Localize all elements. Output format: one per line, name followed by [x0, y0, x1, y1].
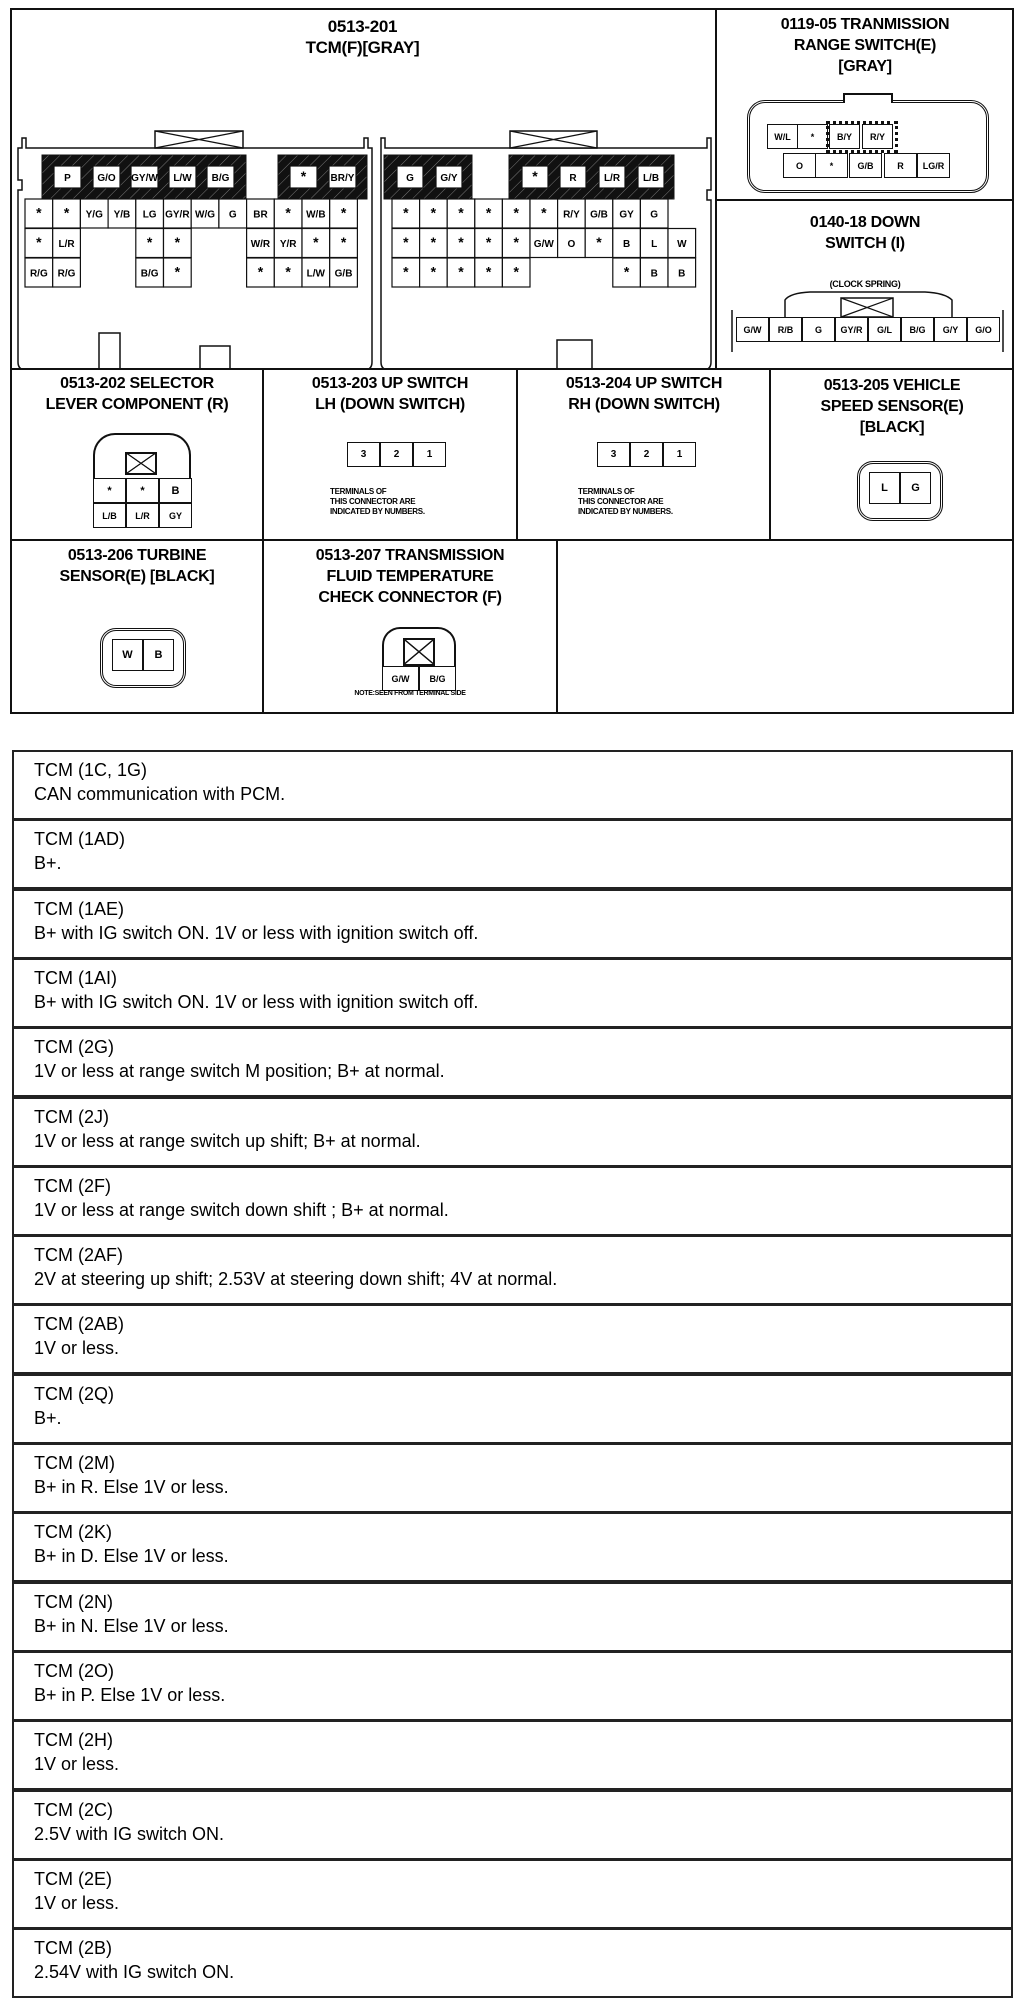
- terminal-description: CAN communication with PCM.: [34, 784, 286, 804]
- tcm-pin: P: [64, 173, 71, 184]
- terminal-label: TCM (1AE): [34, 898, 124, 919]
- terminal-pin: GY: [159, 503, 192, 528]
- tcm-pin: *: [541, 204, 547, 221]
- terminal-pin: L/R: [126, 503, 159, 528]
- tcm-pin: B: [650, 268, 658, 280]
- tcm-pin: L/W: [306, 268, 326, 280]
- terminal-description: 2.5V with IG switch ON.: [34, 1823, 225, 1844]
- terminal-pin: G/W: [382, 666, 419, 691]
- title-line: RH (DOWN SWITCH): [568, 396, 720, 413]
- terminal-label: TCM (2AF): [34, 1245, 123, 1266]
- terminal-pin: L/B: [93, 503, 126, 528]
- terminal-note: [330, 487, 425, 517]
- tcm-pin: L: [651, 239, 658, 250]
- tcm-pin: GY/W: [131, 173, 158, 184]
- tcm-pin: *: [430, 263, 437, 280]
- title-line: LEVER COMPONENT (R): [45, 396, 229, 413]
- tcm-pin: Y/B: [113, 209, 131, 221]
- tcm-pin: *: [403, 263, 409, 280]
- title-line: 0140-18 DOWN: [809, 214, 921, 231]
- title-line: SPEED SENSOR(E): [820, 398, 964, 415]
- tcm-pin: *: [485, 204, 492, 221]
- title-line: FLUID TEMPERATURE: [326, 568, 494, 585]
- terminal-pin: 1: [663, 442, 696, 467]
- tcm-connector-drawing: [0, 0, 716, 368]
- tcm-pin: *: [513, 263, 519, 280]
- terminal-label: TCM (2E): [34, 1868, 112, 1889]
- terminal-description: B+ in N. Else 1V or less.: [34, 1615, 229, 1636]
- tcm-title-line2: TCM(F)[GRAY]: [305, 38, 420, 57]
- terminal-pin: B/Y: [829, 124, 860, 149]
- tcm-pin: BR/Y: [330, 173, 355, 184]
- tcm-pin: *: [174, 234, 181, 250]
- clock-spring-label: (CLOCK SPRING): [829, 279, 901, 289]
- table-row: [12, 1097, 1013, 1167]
- note-line: INDICATED BY NUMBERS.: [578, 507, 673, 516]
- terminal-pin: G: [900, 472, 931, 504]
- title-line: 0513-207 TRANSMISSION: [315, 547, 505, 564]
- terminal-label: TCM (2J): [34, 1106, 109, 1127]
- title-line: 0513-205 VEHICLE: [823, 377, 961, 394]
- note-line: THIS CONNECTOR ARE: [578, 497, 664, 506]
- title-line: SWITCH (I): [825, 235, 905, 252]
- terminal-description: 1V or less.: [34, 1892, 120, 1913]
- title-line: RANGE SWITCH(E): [793, 37, 937, 54]
- terminal-pin: B/G: [901, 317, 934, 342]
- lock-icon-box: [403, 638, 435, 666]
- tcm-pin: *: [285, 204, 291, 221]
- divider: [10, 368, 1014, 370]
- tcm-pin: *: [403, 234, 409, 250]
- terminal-description: 1V or less.: [34, 1338, 120, 1359]
- terminal-description: B+.: [34, 853, 62, 874]
- lock-icon-box: [125, 452, 157, 475]
- terminal-pin: 2: [380, 442, 413, 467]
- tcm-pin: *: [340, 234, 347, 250]
- tcm-pin: G/B: [590, 209, 608, 221]
- up-switch-rh-title: [518, 373, 770, 415]
- tcm-pin: W/G: [195, 209, 216, 221]
- tcm-pin: L/R: [603, 173, 621, 184]
- terminal-pin: 3: [597, 442, 630, 467]
- tcm-pin: L/W: [173, 173, 192, 184]
- tcm-pin: G: [406, 173, 414, 184]
- terminal-label: TCM (1AI): [34, 967, 117, 988]
- title-line: 0513-202 SELECTOR: [60, 375, 214, 392]
- tcm-pin: L/B: [642, 173, 660, 184]
- terminal-label: TCM (2O): [34, 1660, 114, 1681]
- divider: [556, 539, 558, 714]
- terminal-label: TCM (2G): [34, 1037, 114, 1058]
- tcm-pin: B: [622, 239, 631, 250]
- tcm-pin: *: [458, 204, 464, 221]
- tcm-pin: G/W: [533, 239, 554, 250]
- tcm-pin: B: [678, 268, 686, 280]
- terminal-description: B+ in D. Else 1V or less.: [34, 1546, 229, 1567]
- table-row: [12, 1651, 1013, 1721]
- table-row: [12, 819, 1013, 889]
- tcm-pin: *: [403, 204, 409, 221]
- tcm-pin: Y/R: [279, 239, 297, 250]
- note-line: TERMINALS OF: [330, 487, 387, 496]
- terminal-pin: W: [112, 639, 143, 671]
- tcm-pin: *: [63, 204, 70, 221]
- terminal-pin: 3: [347, 442, 380, 467]
- terminal-pin: R/B: [769, 317, 802, 342]
- terminal-label: TCM (1AD): [34, 829, 125, 850]
- terminal-pin: B: [143, 639, 174, 671]
- table-row: [12, 1512, 1013, 1582]
- tcm-pin: G/Y: [440, 173, 458, 184]
- tcm-pin: *: [513, 234, 519, 250]
- tcm-pin: G/O: [97, 173, 116, 184]
- title-line: [GRAY]: [838, 58, 892, 75]
- terminal-label: TCM (2M): [34, 1453, 115, 1473]
- table-row: [12, 1928, 1013, 1998]
- note-line: INDICATED BY NUMBERS.: [330, 507, 425, 516]
- title-line: 0119-05 TRANMISSION: [780, 16, 950, 33]
- terminal-pin: W/L: [767, 124, 798, 149]
- table-row: [12, 1582, 1013, 1652]
- terminal-label: TCM (2H): [34, 1730, 113, 1751]
- tcm-pin: R/G: [29, 268, 48, 280]
- tcm-pin: R/Y: [563, 209, 580, 221]
- range-switch-latch: [843, 93, 893, 103]
- tcm-pin: *: [623, 263, 630, 280]
- vss-title: [771, 375, 1013, 438]
- tcm-pin: G: [228, 209, 237, 221]
- tcm-pin: *: [146, 234, 153, 250]
- terminal-pin: *: [815, 153, 848, 178]
- tcm-pin: G/B: [334, 268, 353, 280]
- table-row: [12, 889, 1013, 959]
- tcm-pin: *: [257, 263, 264, 280]
- terminal-description: 1V or less at range switch M position; B+ at normal.: [34, 1061, 445, 1082]
- table-row: [12, 1027, 1013, 1097]
- up-switch-lh-title: [264, 373, 516, 415]
- note-line: THIS CONNECTOR ARE: [330, 497, 416, 506]
- terminal-description: 1V or less at range switch up shift; B+ at normal.: [34, 1130, 421, 1151]
- terminal-description: 1V or less at range switch down shift ; B+ at normal.: [34, 1199, 449, 1220]
- terminal-description: B+ in R. Else 1V or less.: [34, 1477, 229, 1497]
- terminal-pin: R/Y: [862, 124, 893, 149]
- tcm-pin: B/G: [140, 268, 159, 280]
- divider: [716, 199, 1013, 201]
- tcm-pin: *: [485, 263, 492, 280]
- tcm-pin: *: [430, 204, 437, 221]
- table-row: [12, 1859, 1013, 1929]
- table-row: [12, 1304, 1013, 1374]
- table-row: [12, 958, 1013, 1028]
- tcm-pin: *: [340, 204, 347, 221]
- range-switch-title: [717, 14, 1013, 77]
- turbine-title: [12, 545, 262, 587]
- terminal-label: TCM (1C, 1G): [34, 760, 148, 780]
- terminal-label: TCM (2K): [34, 1522, 112, 1543]
- table-row: [12, 1443, 1013, 1513]
- title-line: CHECK CONNECTOR (F): [318, 589, 502, 606]
- title-line: SENSOR(E) [BLACK]: [59, 568, 215, 585]
- terminal-pin: G/W: [736, 317, 769, 342]
- tcm-pin: W: [677, 239, 687, 250]
- terminal-note: [578, 487, 673, 517]
- tcm-pin: LG: [142, 209, 157, 221]
- highlight-outline: [826, 121, 898, 153]
- tcm-pin: *: [174, 263, 181, 280]
- table-row: [12, 1790, 1013, 1860]
- terminal-description: 2V at steering up shift; 2.53V at steering down shift; 4V at normal.: [34, 1269, 558, 1290]
- terminal-pin: GY/R: [835, 317, 868, 342]
- table-row: [12, 1166, 1013, 1236]
- tcm-pin: *: [513, 204, 519, 221]
- terminal-pin: G/L: [868, 317, 901, 342]
- title-line: LH (DOWN SWITCH): [315, 396, 465, 413]
- down-switch-title: [717, 212, 1013, 254]
- table-row: [12, 1235, 1013, 1305]
- tcm-pin: *: [485, 234, 492, 250]
- tcm-pin: GY/R: [165, 209, 190, 221]
- terminal-pin: *: [93, 478, 126, 503]
- terminal-description: B+ with IG switch ON. 1V or less with ignition switch off.: [34, 922, 479, 943]
- terminal-pin: O: [783, 153, 816, 178]
- terminal-label: TCM (2N): [34, 1591, 113, 1612]
- terminal-description: B+ with IG switch ON. 1V or less with ignition switch off.: [34, 991, 479, 1012]
- terminal-pin: 1: [413, 442, 446, 467]
- tcm-pin: *: [285, 263, 291, 280]
- table-row: [12, 1374, 1013, 1444]
- terminal-description: B+ in P. Else 1V or less.: [34, 1684, 226, 1705]
- tcm-pin: B/G: [211, 173, 230, 184]
- terminal-label: TCM (2C): [34, 1799, 113, 1820]
- terminal-label: TCM (2F): [34, 1175, 111, 1196]
- fluid-temp-title: [264, 545, 556, 608]
- tcm-pin: *: [36, 204, 42, 221]
- title-line: 0513-203 UP SWITCH: [311, 375, 469, 392]
- terminal-pin: 2: [630, 442, 663, 467]
- tcm-pin: R/G: [57, 268, 76, 280]
- tcm-pin: Y/G: [85, 209, 103, 221]
- tcm-pin: L/R: [58, 239, 75, 250]
- fluid-note: NOTE:SEEN FROM TERMINAL SIDE: [354, 690, 466, 697]
- tcm-pin: *: [313, 234, 319, 250]
- tcm-pin: *: [430, 234, 437, 250]
- terminal-description: 1V or less.: [34, 1754, 120, 1775]
- tcm-pin: W/B: [306, 209, 326, 221]
- terminal-pin: G/B: [849, 153, 882, 178]
- title-line: 0513-204 UP SWITCH: [565, 375, 723, 392]
- tcm-pin: *: [596, 234, 602, 250]
- terminal-pin: B/G: [419, 666, 456, 691]
- tcm-pin: *: [300, 168, 307, 184]
- divider: [262, 368, 264, 714]
- terminal-description: 2.54V with IG switch ON.: [34, 1962, 235, 1983]
- tcm-title-line1: 0513-201: [327, 17, 398, 36]
- note-line: TERMINALS OF: [578, 487, 635, 496]
- terminal-pin: L: [869, 472, 900, 504]
- table-row: [12, 1720, 1013, 1790]
- tcm-pin: *: [458, 263, 464, 280]
- terminal-pin: B: [159, 478, 192, 503]
- terminal-description: B+.: [34, 1407, 62, 1428]
- tcm-pin: R: [569, 173, 577, 184]
- tcm-pin: *: [458, 234, 464, 250]
- terminal-pin: *: [126, 478, 159, 503]
- table-row: [12, 750, 1013, 820]
- terminal-label: TCM (2Q): [34, 1383, 114, 1404]
- tcm-pin: BR: [253, 209, 268, 221]
- divider: [10, 539, 1014, 541]
- terminal-pin: *: [797, 124, 828, 149]
- tcm-pin: *: [532, 168, 538, 184]
- terminal-pin: G/Y: [934, 317, 967, 342]
- tcm-pin: W/R: [250, 239, 271, 250]
- terminal-pin: G/O: [967, 317, 1000, 342]
- terminal-pin: G: [802, 317, 835, 342]
- terminal-label: TCM (2AB): [34, 1314, 124, 1335]
- selector-title: [12, 373, 262, 415]
- terminal-pin: LG/R: [917, 153, 950, 178]
- tcm-pin: O: [567, 239, 576, 250]
- terminal-pin: R: [884, 153, 917, 178]
- title-line: 0513-206 TURBINE: [67, 547, 207, 564]
- tcm-pin: GY: [619, 209, 634, 221]
- tcm-pin: G: [650, 209, 659, 221]
- terminal-label: TCM (2B): [34, 1938, 112, 1959]
- tcm-pin: *: [36, 234, 42, 250]
- title-line: [BLACK]: [859, 419, 925, 436]
